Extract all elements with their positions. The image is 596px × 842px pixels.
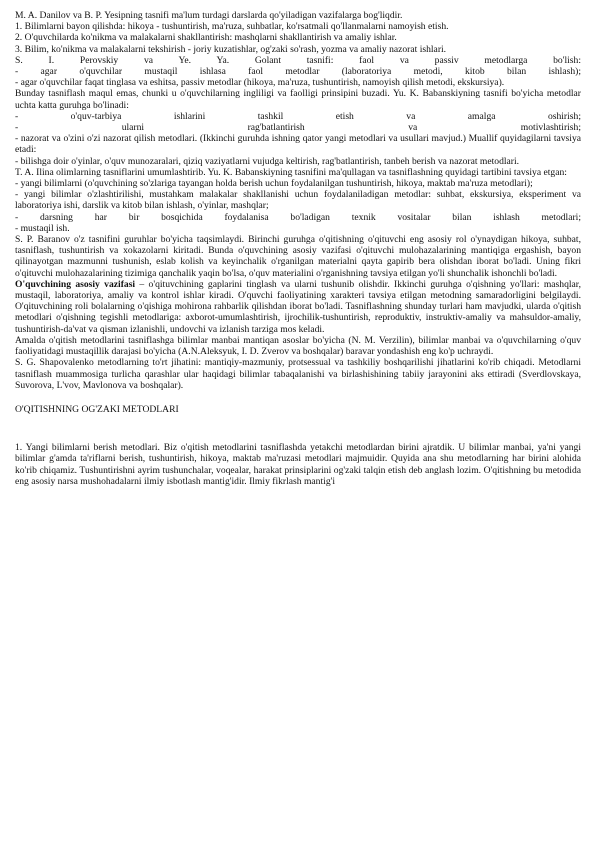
paragraph-text: - nazorat va o'zini o'zi nazorat qilish metodlari. (Ikkinchi guruhda ishning qator yangi metodlari va usullari mavjud.) Muallif quyidagilarni tavsiya etadi:	[15, 133, 581, 156]
paragraph	[15, 77, 581, 88]
paragraph-text: - o'quv-tarbiya ishlarini tashkil etish va amalga oshirish;	[15, 110, 581, 122]
paragraph	[15, 133, 581, 155]
paragraph-text: - yangi bilimlarni (o'quvchining so'zlariga tayangan holda berish uchun foydalanilgan tushuntirish, hikoya, maktab ma'ruza metodlari);	[15, 178, 533, 190]
paragraph	[15, 335, 581, 357]
document-body	[15, 10, 581, 391]
closing-paragraph: 1. Yangi bilimlarni berish metodlari. Biz o'qitish metodlarini tasniflashda yetakchi metodlardan birini ajratdik. U bilimlar manbai, ya'ni yangi bilimlar g'amda ta'riflarni berish, tushuntirish, hikoya, maktab ma'ruzasi metodlari majmuidir. Quyida ana shu metodlarning har birini alohida ko'rib chiqamiz. Tushuntirishni ayrim tushunchalar, voqealar, harakat prinsiplarini og'zaki talqin etish deb anglash lozim. O'qitishning bu metodida eng asosiy narsa mushohadalarni ilmiy isbotlash mantig'idir. Ilmiy fikrlash mantig'i	[15, 442, 581, 487]
paragraph-text: 2. O'quvchilarda ko'nikma va malakalarni shakllantirish: mashqlarni shakllantirish va amaliy ishlar.	[15, 32, 397, 44]
paragraph	[15, 234, 581, 279]
paragraph	[15, 111, 581, 122]
paragraph	[15, 178, 581, 189]
bold-term: O'quvchining asosiy vazifasi	[15, 278, 136, 290]
paragraph	[15, 189, 581, 211]
paragraph	[15, 32, 581, 43]
paragraph-text: - mustaqil ish.	[15, 222, 70, 234]
section-heading: O'QITISHNING OG'ZAKI METODLARI	[15, 403, 179, 415]
paragraph	[15, 10, 581, 21]
paragraph-text: – o'qituvchining gaplarini tinglash va ularni tushunib olishdir. Ikkinchi guruhga o'qishning yo'llari: mashqlar, mustaqil, laboratoriya, amaliy va kontrol ishlar kiradi. O'quvchi faoliyatining xarakteri tavsiya etilgan metodning samaradorligini belgilaydi. O'qituvchining roli bolalarning o'qishiga mohirona rahbarlik qilishdan iborat bo'ladi. Tasniflashning shunday turlari ham mavjudki, ularda o'qitish metodlari o'qishning tegishli metodlariga: axborot-umumlashtirish, ijrochilik-tushuntirish, reproduktiv, instruktiv-amaliy va mahsuldor-amaliy, tushuntirish-da'vat va qisman izlanishli, undovchi va izlanish tarziga mos keladi.	[15, 278, 581, 335]
paragraph	[15, 212, 581, 223]
paragraph	[15, 44, 581, 55]
paragraph-text: T. A. Ilina olimlarning tasniflarini umumlashtirib. Yu. K. Babanskiyning tasnifini ma'qullagan va tasniflashning quyidagi tartibini tavsiya etgan:	[15, 166, 567, 178]
paragraph-text: - darsning har bir bosqichida foydalanisa bo'ladigan texnik vositalar bilan ishlash metodlari;	[15, 211, 581, 223]
document-page	[15, 10, 581, 487]
paragraph-text: - agar o'quvchilar mustaqil ishlasa faol metodlar (laboratoriya metodi, kitob bilan ishlash);	[15, 66, 581, 78]
paragraph	[15, 223, 581, 234]
paragraph	[15, 357, 581, 391]
paragraph-text: S. P. Baranov o'z tasnifini guruhlar bo'yicha taqsimlaydi. Birinchi guruhga o'qitishning o'qituvchi eng asosiy rol o'ynaydigan hikoya, suhbat, tasniflash, tushuntirish va xokazolarni kiritadi. Bunda o'quvchining asosiy vazifasi o'qituvchi mulohazalarining mantiqiga ergashish, bayon qilinayotgan mazmunni tushunish, eslab kolish va keyinchalik o'rganilgan materialni qayta gapirib bera olishdan iborat bo'ladi. Uning fikri o'qituvchi mulohazalarining tizimiga qanchalik yaqin bo'lsa, o'quv materialini o'rganishning tavsiya etilgan yo'li shunchalik ishonchli bo'ladi.	[15, 234, 581, 279]
paragraph	[15, 122, 581, 133]
paragraph-text: M. A. Danilov va B. P. Yesipning tasnifi ma'lum turdagi darslarda qo'yiladigan vazifalarga bog'liqdir.	[15, 10, 403, 21]
paragraph-text: - agar o'quvchilar faqat tinglasa va eshitsa, passiv metodlar (hikoya, ma'ruza, tushuntirish, namoyish qilish metodi, ekskursiya).	[15, 77, 505, 89]
paragraph	[15, 66, 581, 77]
paragraph	[15, 156, 581, 167]
paragraph-text: Amalda o'qitish metodlarini tasniflashga bilimlar manbai mantiqan asoslar bo'yicha (N. M. Verzilin), bilimlar manbai va o'quvchilarning o'quv faoliyatidagi mustaqillik darajasi bo'yicha (A.N.Aleksyuk, I. D. Zverov va boshqalar) baravar yondashish eng ko'p uchraydi.	[15, 334, 581, 358]
paragraph-text: 1. Bilimlarni bayon qilishda: hikoya - tushuntirish, ma'ruza, suhbatlar, ko'rsatmali qo'llanmalarni namoyish etish.	[15, 21, 449, 33]
paragraph-text: - ularni rag'batlantirish va motivlashtirish;	[15, 122, 581, 134]
paragraph-text: S. I. Perovskiy va Ye. Ya. Golant tasnifi: faol va passiv metodlarga bo'lish:	[15, 54, 581, 66]
paragraph-text: - yangi bilimlar o'zlashtirilishi, mustahkam malakalar shakllanishi uchun foydalaniladigan metodlar: suhbat, ekskursiya, eksperiment va laboratoriya ishi, darslik va kitob bilan ishlash, o'yinlar, mashqlar;	[15, 189, 581, 212]
paragraph-text: S. G. Shapovalenko metodlarning to'rt jihatini: mantiqiy-mazmuniy, protsessual va tashkiliy boshqarilishi jihatlarini ko'rib chiqadi. Metodlarni tasniflash muammosiga turlicha qarashlar ular haqidagi bilimlar tabaqalanishi va birlashishining tabiiy jarayonini aks ettiradi (Sverdlovskaya, Suvorova, L'vov, Mavlonova va boshqalar).	[15, 357, 581, 391]
paragraph	[15, 279, 581, 335]
paragraph	[15, 88, 581, 110]
paragraph	[15, 167, 581, 178]
paragraph	[15, 21, 581, 32]
paragraph-text: Bunday tasniflash maqul emas, chunki u o'quvchilarning ingliligi va faolligi prinsipini buzadi. Yu. K. Babanskiyning tasnifi bo'yicha metodlar uchta katta guruhga bo'linadi:	[15, 88, 581, 111]
paragraph-text: - bilishga doir o'yinlar, o'quv munozaralari, qiziq vaziyatlarni vujudga keltirish, rag'batlantirish, tanbeh berish va nazorat metodlari.	[15, 155, 520, 167]
paragraph	[15, 55, 581, 66]
paragraph-text: 3. Bilim, ko'nikma va malakalarni tekshirish - joriy kuzatishlar, og'zaki so'rash, yozma va amaliy nazorat ishlari.	[15, 43, 447, 55]
